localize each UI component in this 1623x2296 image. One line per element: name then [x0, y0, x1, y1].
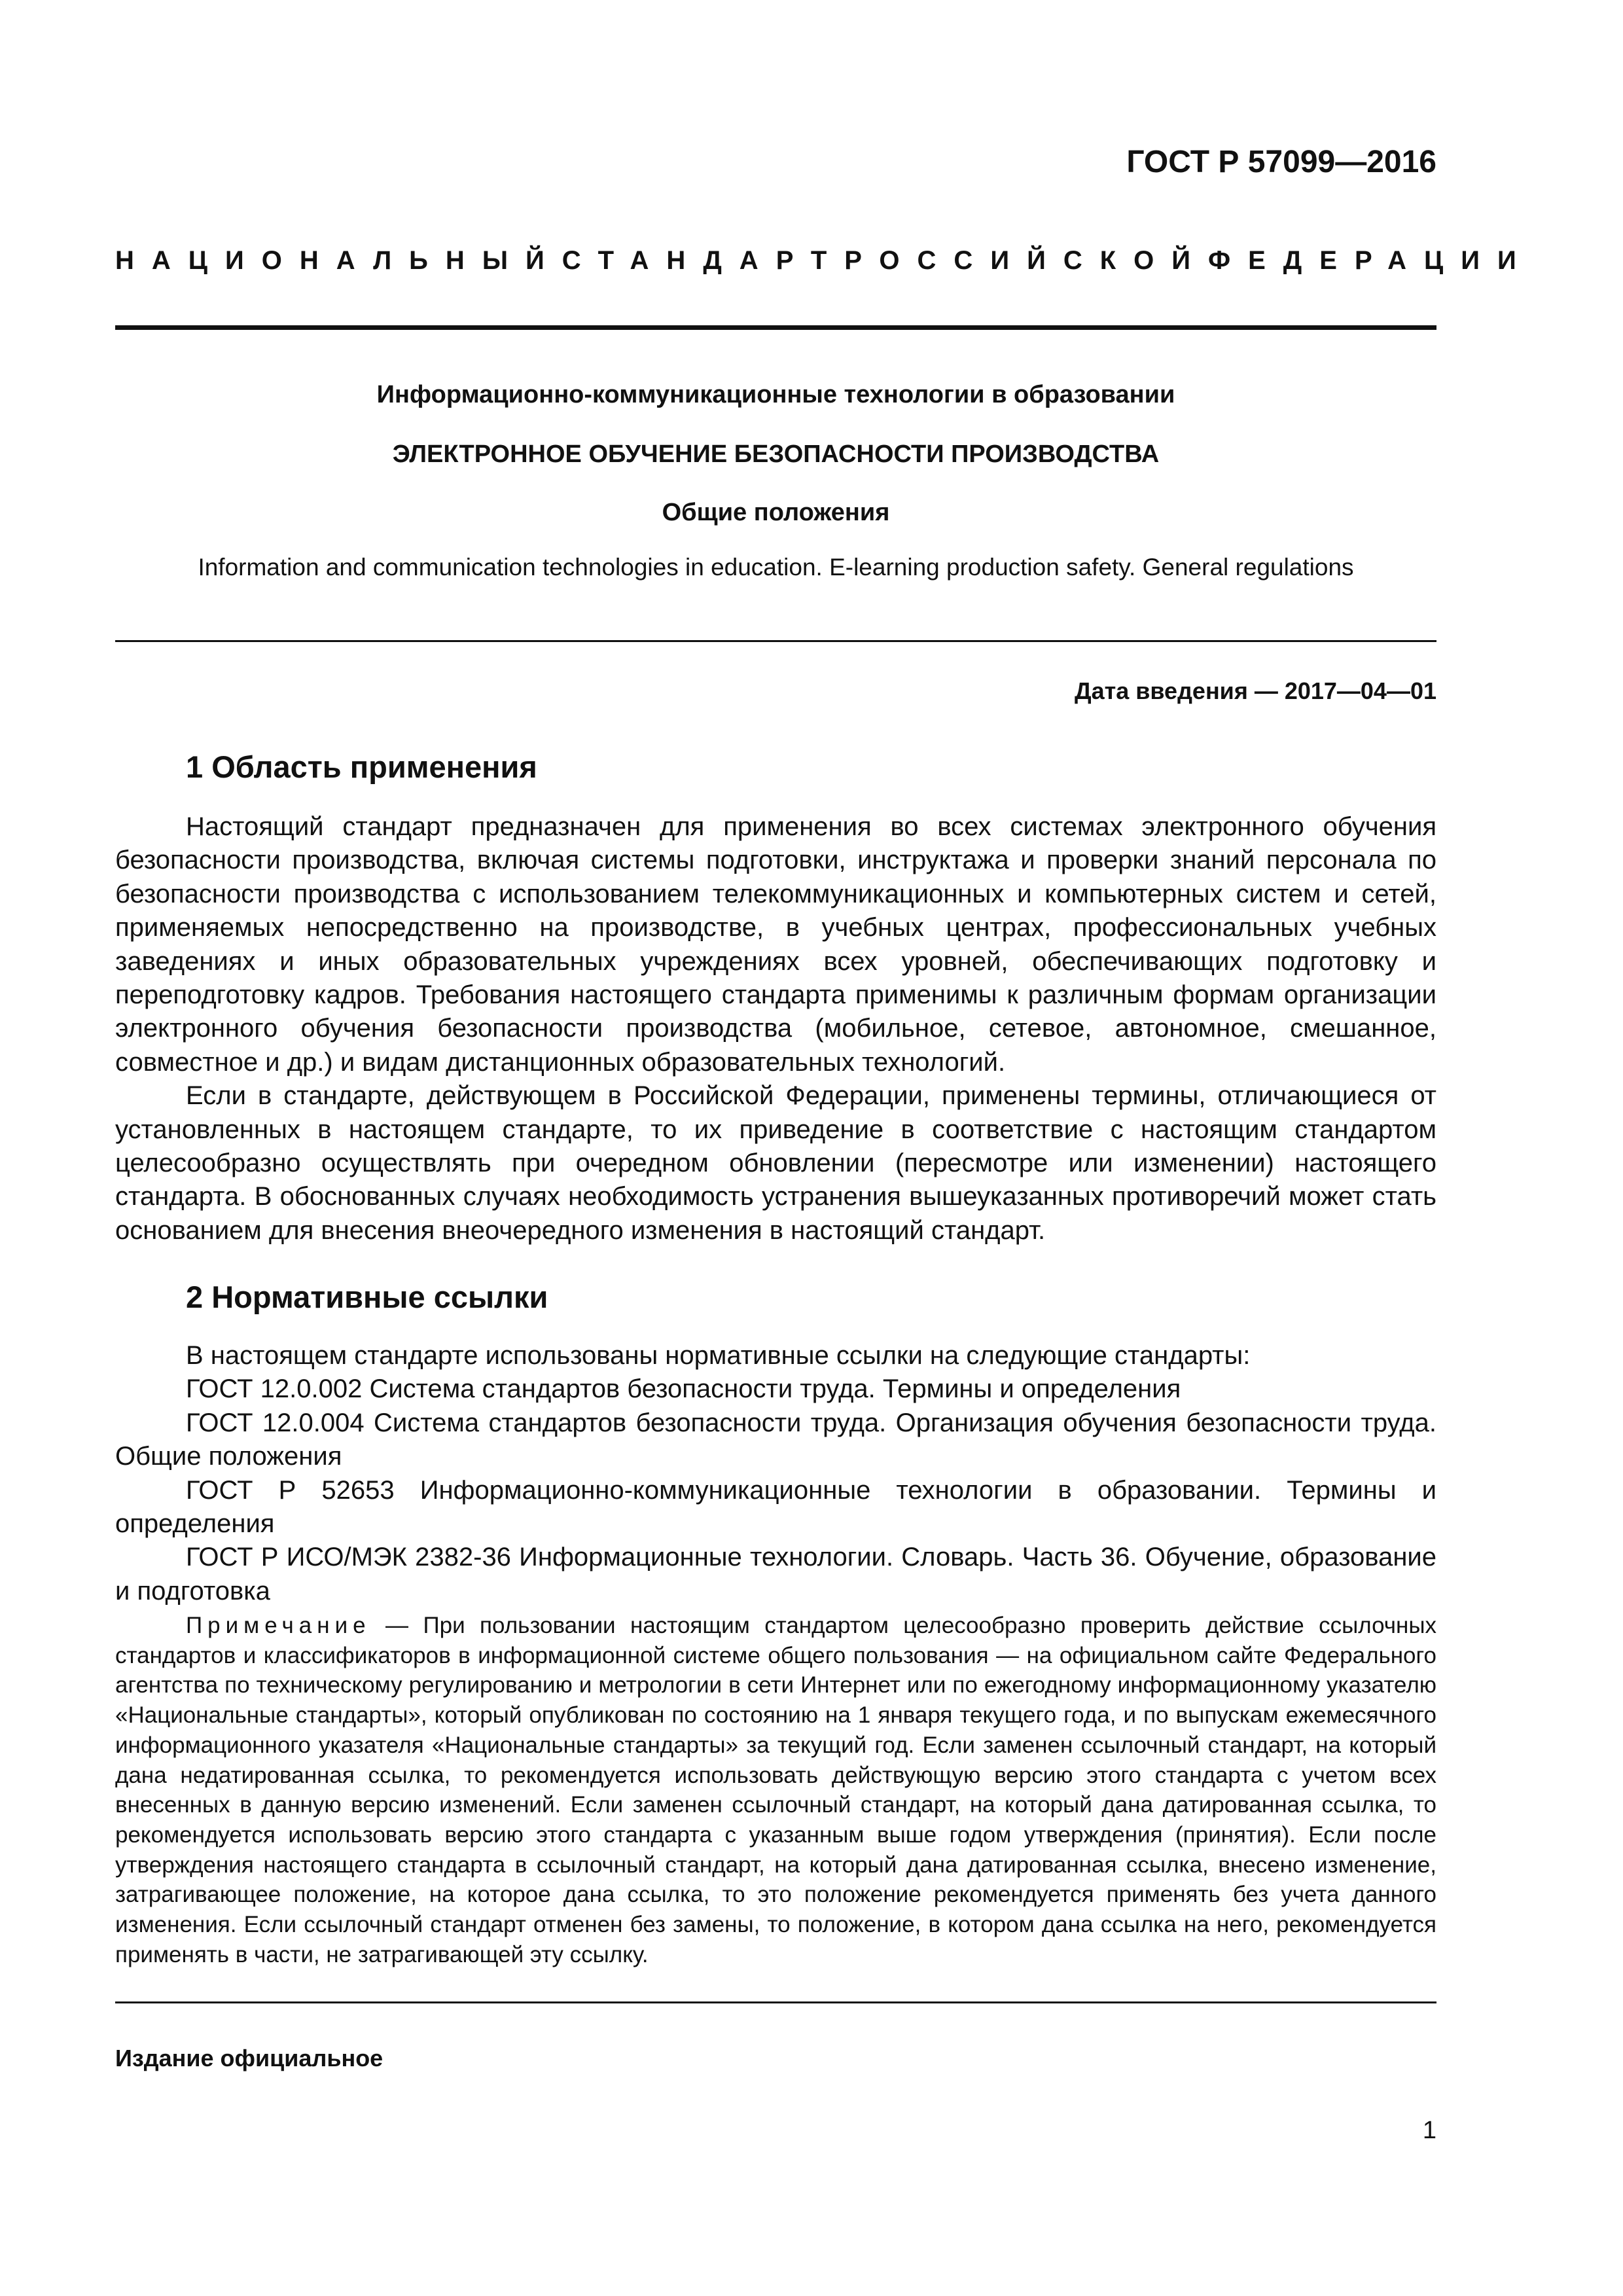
page-number: 1	[1422, 2117, 1436, 2144]
official-edition-label: Издание официальное	[115, 2045, 383, 2072]
introduction-date: Дата введения — 2017—04—01	[1074, 677, 1436, 704]
english-title: Information and communication technologies in education. E-learning production safety. General regulations	[198, 554, 1354, 581]
reference-item: ГОСТ Р ИСО/МЭК 2382-36 Информационные технологии. Словарь. Часть 36. Обучение, образование и подготовка	[115, 1543, 1436, 1605]
section-2-heading: 2 Нормативные ссылки	[186, 1280, 548, 1314]
paragraph: Если в стандарте, действующем в Российской Федерации, применены термины, отличающиеся от установленных в настоящем стандарте, то их приведение в соответствие с настоящим стандартом целесообразно осуществлять при очередном обновлении (пересмотре или изменении) настоящего стандарта. В обоснованных случаях необходимость устранения вышеуказанных противоречий может стать основанием для внесения внеочередного изменения в настоящий стандарт.	[115, 1081, 1436, 1245]
footer-rule	[115, 2001, 1436, 2003]
paragraph: Настоящий стандарт предназначен для применения во всех системах электронного обучения безопасности производства, включая системы подготовки, инструктажа и проверки знаний персонала по безопасности производства с использованием телекоммуникационных и компьютерных систем и сетей, применяемых непосредственно на производстве, в учебных центрах, профессиональных учебных заведениях и иных образовательных учреждениях всех уровней, обеспечивающих подготовку и переподготовку кадров. Требования настоящего стандарта применимы к различным формам организации электронного обучения безопасности производства (мобильное, сетевое, автономное, смешанное, совместное и др.) и видам дистанционных образовательных технологий.	[115, 812, 1436, 1077]
references-list	[115, 1339, 1436, 1608]
section-1-body	[115, 810, 1436, 1247]
title-line-1: Информационно-коммуникационные технологии в образовании	[376, 381, 1175, 408]
references-intro: В настоящем стандарте использованы нормативные ссылки на следующие стандарты:	[186, 1341, 1251, 1370]
reference-item: ГОСТ 12.0.002 Система стандартов безопасности труда. Термины и определения	[186, 1374, 1181, 1404]
banner-word: НАЦИОНАЛЬНЫЙ	[115, 246, 562, 275]
note-block	[115, 1611, 1436, 1969]
reference-item: ГОСТ 12.0.004 Система стандартов безопасности труда. Организация обучения безопасности труда. Общие положения	[115, 1408, 1436, 1471]
section-1-heading: 1 Область применения	[186, 749, 537, 784]
banner-word: ФЕДЕРАЦИИ	[1207, 246, 1534, 275]
title-rule	[115, 640, 1436, 642]
header-rule	[115, 325, 1436, 330]
banner-word: СТАНДАРТ	[562, 246, 845, 275]
title-line-3: Общие положения	[662, 499, 890, 526]
reference-item: ГОСТ Р 52653 Информационно-коммуникационные технологии в образовании. Термины и определения	[115, 1475, 1436, 1539]
national-standard-banner	[115, 246, 1534, 276]
title-line-2: ЭЛЕКТРОННОЕ ОБУЧЕНИЕ БЕЗОПАСНОСТИ ПРОИЗВОДСТВА	[392, 440, 1160, 468]
note-text: — При пользовании настоящим стандартом целесообразно проверить действие ссылочных стандартов и классификаторов в информационной системе общего пользования — на официальном сайте Федерального агентства по техническому регулированию и метрологии в сети Интернет или по ежегодному информационному указателю «Национальные стандарты», который опубликован по состоянию на 1 января текущего года, и по выпускам ежемесячного информационного указателя «Национальные стандарты» за текущий год. Если заменен ссылочный стандарт, на который дана недатированная ссылка, то рекомендуется использовать действующую версию этого стандарта с учетом всех внесенных в данную версию изменений. Если заменен ссылочный стандарт, на который дана датированная ссылка, то рекомендуется использовать версию этого стандарта с указанным выше годом утверждения (принятия). Если после утверждения настоящего стандарта в ссылочный стандарт, на который дана датированная ссылка, внесено изменение, затрагивающее положение, на которое дана ссылка, то это положение рекомендуется применять без учета данного изменения. Если ссылочный стандарт отменен без замены, то положение, в котором дана ссылка на него, рекомендуется применять в части, не затрагивающей эту ссылку.	[115, 1613, 1436, 1967]
gost-number: ГОСТ Р 57099—2016	[1126, 145, 1436, 179]
banner-word: РОССИЙСКОЙ	[844, 246, 1208, 275]
note-label: Примечание	[186, 1613, 371, 1638]
